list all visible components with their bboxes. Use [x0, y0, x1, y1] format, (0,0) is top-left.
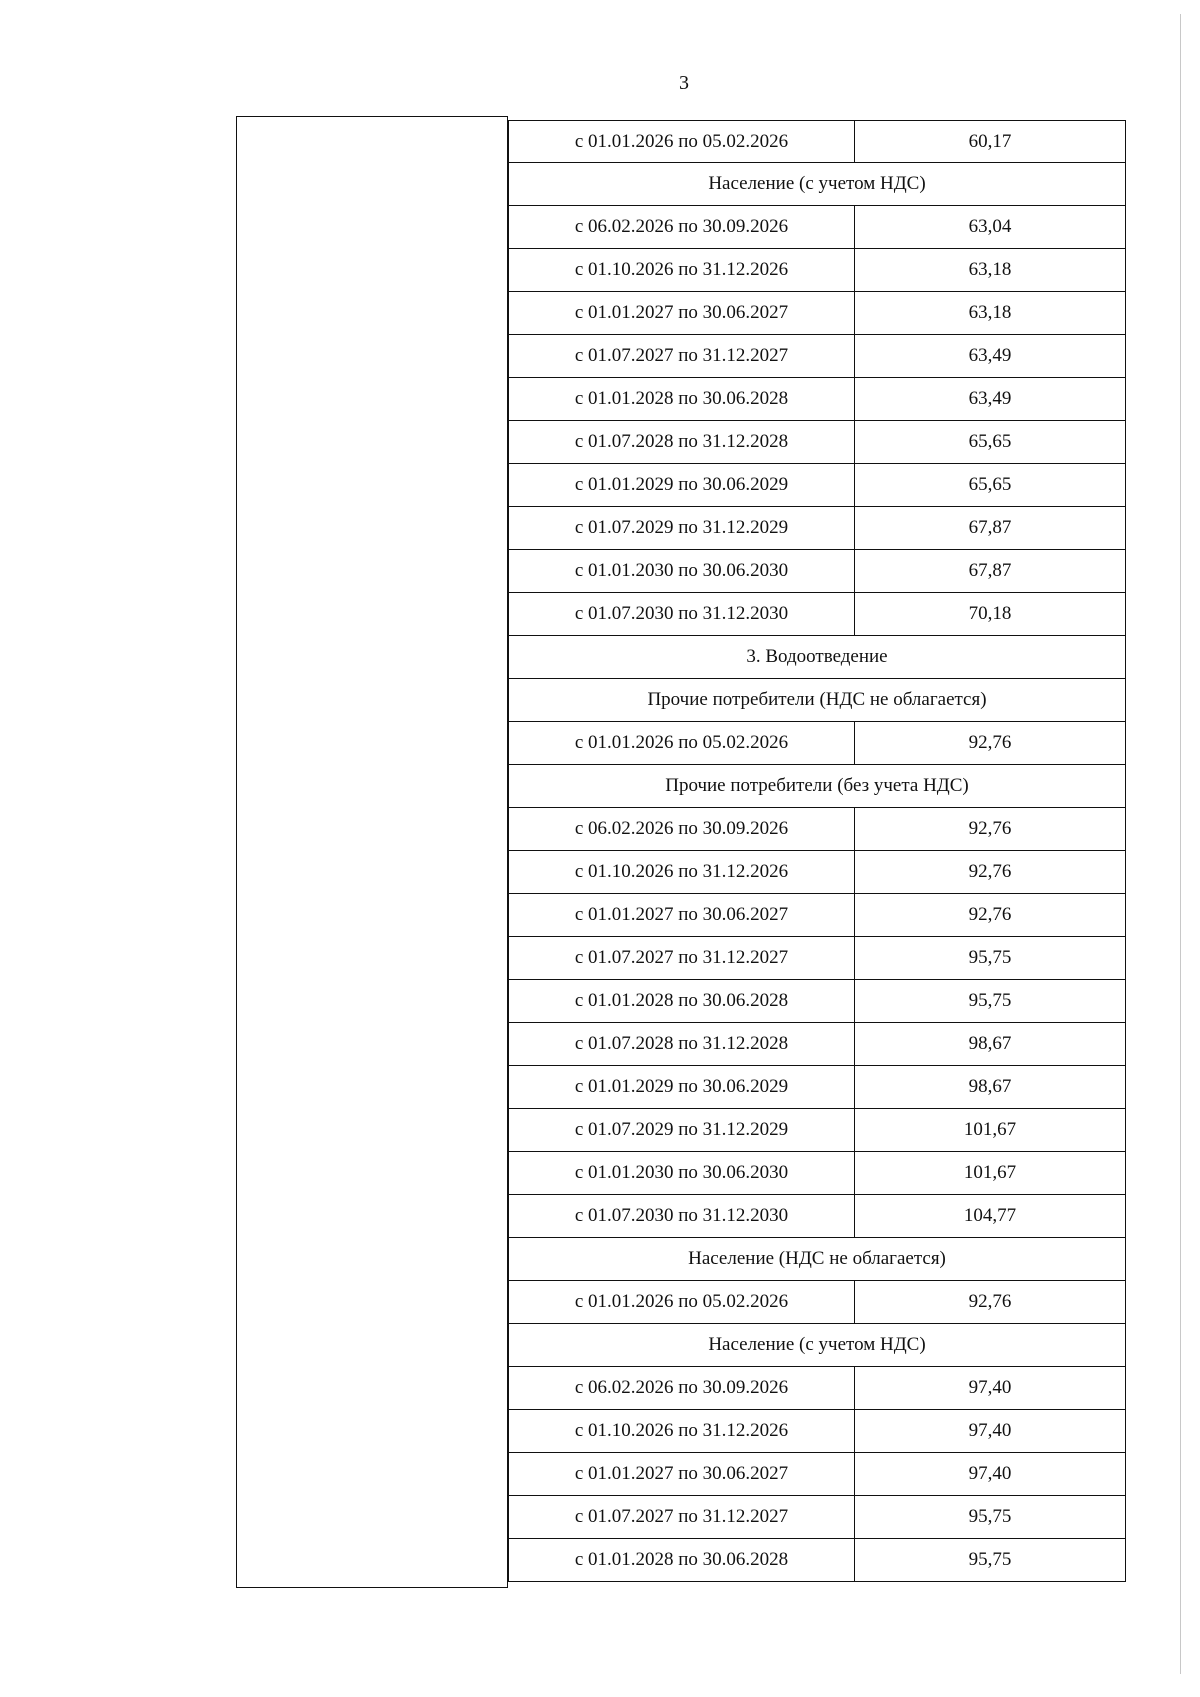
scan-edge-line [1180, 14, 1181, 1674]
tariff-value-cell: 97,40 [968, 1420, 1012, 1441]
period-cell: с 01.07.2029 по 31.12.2029 [509, 507, 855, 549]
table-row [508, 894, 1126, 937]
period-cell: с 01.07.2028 по 31.12.2028 [509, 421, 855, 463]
tariff-value-cell: 63,18 [968, 259, 1012, 280]
tariff-value-cell: 67,87 [968, 560, 1012, 581]
tariff-value-cell: 95,75 [968, 1506, 1012, 1527]
tariff-value-cell: 95,75 [968, 1549, 1012, 1570]
table-row [508, 851, 1126, 894]
period-cell: с 01.01.2028 по 30.06.2028 [509, 378, 855, 420]
table-row [508, 1539, 1126, 1582]
tariff-value-cell: 65,65 [968, 431, 1012, 452]
period-cell: с 01.01.2030 по 30.06.2030 [509, 1152, 855, 1194]
table-section-heading-row [508, 636, 1126, 679]
period-cell: с 01.01.2027 по 30.06.2027 [509, 292, 855, 334]
period-cell: с 01.01.2030 по 30.06.2030 [509, 550, 855, 592]
table-row [508, 249, 1126, 292]
table-section-heading-row [508, 1238, 1126, 1281]
tariff-value-cell: 63,04 [968, 216, 1012, 237]
table-section-heading-row [508, 679, 1126, 722]
section-heading: 3. Водоотведение [746, 646, 888, 667]
table-row [508, 1281, 1126, 1324]
table-row [508, 980, 1126, 1023]
tariff-value-cell: 98,67 [968, 1033, 1012, 1054]
page-number: 3 [679, 72, 689, 94]
section-heading: Население (с учетом НДС) [708, 173, 926, 194]
tariff-value-cell: 63,49 [968, 345, 1012, 366]
period-cell: с 01.01.2029 по 30.06.2029 [509, 1066, 855, 1108]
period-cell: с 01.01.2026 по 05.02.2026 [509, 121, 855, 162]
table-section-heading-row [508, 765, 1126, 808]
left-column-cell [236, 116, 508, 1588]
table-row [508, 1023, 1126, 1066]
tariff-value-cell: 63,49 [968, 388, 1012, 409]
tariff-value-cell: 65,65 [968, 474, 1012, 495]
period-cell: с 01.07.2027 по 31.12.2027 [509, 937, 855, 979]
tariff-value-cell: 104,77 [963, 1205, 1017, 1226]
tariff-value-cell: 92,76 [968, 861, 1012, 882]
tariff-value-cell: 70,18 [968, 603, 1012, 624]
section-heading: Прочие потребители (без учета НДС) [665, 775, 969, 796]
tariff-value-cell: 95,75 [968, 990, 1012, 1011]
table-row [508, 937, 1126, 980]
table-row [508, 292, 1126, 335]
table-row [508, 1195, 1126, 1238]
tariff-value-cell: 67,87 [968, 517, 1012, 538]
table-row [508, 206, 1126, 249]
table-section-heading-row [508, 163, 1126, 206]
period-cell: с 01.10.2026 по 31.12.2026 [509, 851, 855, 893]
period-cell: с 01.10.2026 по 31.12.2026 [509, 1410, 855, 1452]
table-row [508, 421, 1126, 464]
period-cell: с 06.02.2026 по 30.09.2026 [509, 1367, 855, 1409]
tariff-value-cell: 92,76 [968, 732, 1012, 753]
period-cell: с 01.07.2030 по 31.12.2030 [509, 593, 855, 635]
table-row [508, 507, 1126, 550]
table-row [508, 1453, 1126, 1496]
period-cell: с 01.07.2027 по 31.12.2027 [509, 335, 855, 377]
tariff-value-cell: 63,18 [968, 302, 1012, 323]
table-row [508, 1152, 1126, 1195]
period-cell: с 01.07.2027 по 31.12.2027 [509, 1496, 855, 1538]
tariff-table [508, 120, 1126, 1582]
table-row [508, 120, 1126, 163]
period-cell: с 01.01.2029 по 30.06.2029 [509, 464, 855, 506]
table-row [508, 550, 1126, 593]
period-cell: с 01.01.2028 по 30.06.2028 [509, 1539, 855, 1581]
table-section-heading-row [508, 1324, 1126, 1367]
table-row [508, 1496, 1126, 1539]
period-cell: с 01.07.2030 по 31.12.2030 [509, 1195, 855, 1237]
period-cell: с 01.01.2028 по 30.06.2028 [509, 980, 855, 1022]
table-row [508, 335, 1126, 378]
tariff-value-cell: 101,67 [963, 1119, 1017, 1140]
period-cell: с 01.01.2026 по 05.02.2026 [509, 1281, 855, 1323]
tariff-value-cell: 101,67 [963, 1162, 1017, 1183]
period-cell: с 06.02.2026 по 30.09.2026 [509, 808, 855, 850]
period-cell: с 01.01.2027 по 30.06.2027 [509, 894, 855, 936]
table-row [508, 1410, 1126, 1453]
table-row [508, 1066, 1126, 1109]
tariff-value-cell: 98,67 [968, 1076, 1012, 1097]
section-heading: Население (НДС не облагается) [688, 1248, 946, 1269]
table-row [508, 1367, 1126, 1410]
tariff-value-cell: 92,76 [968, 818, 1012, 839]
tariff-value-cell: 95,75 [968, 947, 1012, 968]
period-cell: с 06.02.2026 по 30.09.2026 [509, 206, 855, 248]
period-cell: с 01.10.2026 по 31.12.2026 [509, 249, 855, 291]
section-heading: Прочие потребители (НДС не облагается) [647, 689, 987, 710]
period-cell: с 01.01.2027 по 30.06.2027 [509, 1453, 855, 1495]
tariff-value-cell: 97,40 [968, 1463, 1012, 1484]
period-cell: с 01.07.2029 по 31.12.2029 [509, 1109, 855, 1151]
tariff-value-cell: 92,76 [968, 904, 1012, 925]
period-cell: с 01.01.2026 по 05.02.2026 [509, 722, 855, 764]
tariff-value-cell: 60,17 [968, 130, 1012, 152]
table-row [508, 808, 1126, 851]
tariff-value-cell: 92,76 [968, 1291, 1012, 1312]
tariff-value-cell: 97,40 [968, 1377, 1012, 1398]
table-row [508, 1109, 1126, 1152]
period-cell: с 01.07.2028 по 31.12.2028 [509, 1023, 855, 1065]
table-row [508, 593, 1126, 636]
table-row [508, 464, 1126, 507]
section-heading: Население (с учетом НДС) [708, 1334, 926, 1355]
table-row [508, 722, 1126, 765]
table-row [508, 378, 1126, 421]
